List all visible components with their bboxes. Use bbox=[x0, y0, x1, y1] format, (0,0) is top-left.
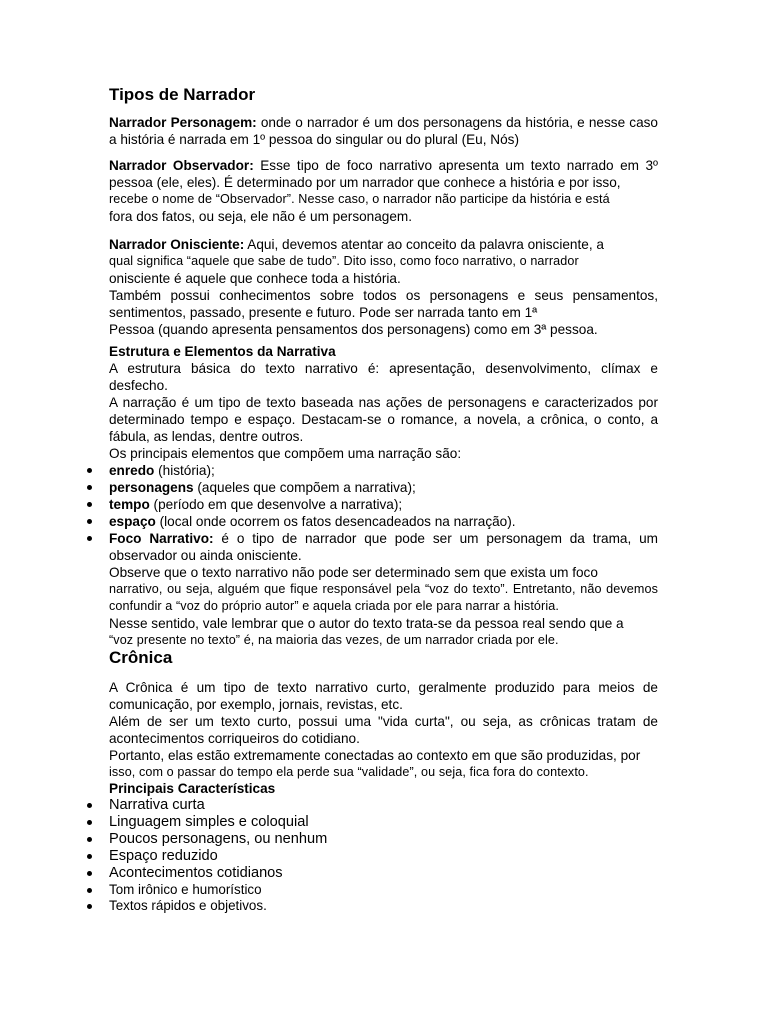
paragraph-narrador-personagem bbox=[109, 114, 658, 148]
section-cronica bbox=[109, 679, 658, 797]
list-item-personagens: personagens (aqueles que compõem a narrativa); bbox=[109, 479, 658, 496]
list-item-foco-narrativo: Foco Narrativo: é o tipo de narrador que pode ser um personagem da trama, um observador ou ainda onisciente. bbox=[109, 531, 658, 563]
text-narrador-onisciente-4: Também possui conhecimentos sobre todos os personagens e seus pensamentos, sentimentos, passado, presente e futuro. Pode ser narrada tanto em 1ª bbox=[109, 288, 658, 320]
cronica-paragraph-1: A Crônica é um tipo de texto narrativo curto, geralmente produzido para meios de comunicação, por exemplo, jornais, revistas, etc. bbox=[109, 680, 658, 712]
text-narrador-observador-3: fora dos fatos, ou seja, ele não é um personagem. bbox=[109, 209, 413, 224]
text-narrador-personagem: onde o narrador é um dos personagens da história, e nesse caso a história é narrada em 1º pessoa do singular ou do plural (Eu, Nós) bbox=[109, 115, 658, 147]
feature-item: Textos rápidos e objetivos. bbox=[109, 898, 658, 914]
heading-estrutura: Estrutura e Elementos da Narrativa bbox=[109, 344, 336, 359]
observe-paragraph-1: Observe que o texto narrativo não pode ser determinado sem que exista um foco bbox=[109, 565, 598, 580]
estrutura-paragraph-2: A narração é um tipo de texto baseada nas ações de personagens e caracterizados por determinado tempo e espaço. Destacam-se o romance, a novela, a crônica, o conto, a fábula, as lendas, dentre outros. bbox=[109, 395, 658, 444]
observe-paragraph-3: Nesse sentido, vale lembrar que o autor do texto trata-se da pessoa real sendo que a bbox=[109, 616, 624, 631]
feature-item: Narrativa curta bbox=[109, 797, 658, 814]
feature-item: Espaço reduzido bbox=[109, 848, 658, 865]
text-narrador-observador-2: recebe o nome de “Observador”. Nesse caso, o narrador não participe da história e está bbox=[109, 192, 610, 206]
text-narrador-onisciente-3: onisciente é aquele que conhece toda a história. bbox=[109, 271, 401, 286]
list-item-enredo: enredo (história); bbox=[109, 462, 658, 479]
cronica-paragraph-3: Portanto, elas estão extremamente conectadas ao contexto em que são produzidas, por bbox=[109, 748, 641, 763]
text-narrador-onisciente-2: qual significa “aquele que sabe de tudo”. Dito isso, como foco narrativo, o narrador bbox=[109, 254, 579, 268]
text-narrador-onisciente-5: Pessoa (quando apresenta pensamentos dos personagens) como em 3ª pessoa. bbox=[109, 322, 598, 337]
observe-paragraph-4: “voz presente no texto” é, na maioria das vezes, de um narrador criada por ele. bbox=[109, 633, 559, 647]
paragraph-narrador-onisciente bbox=[109, 236, 658, 338]
section-title-tipos-de-narrador: Tipos de Narrador bbox=[109, 85, 256, 104]
term-narrador-onisciente: Narrador Onisciente: bbox=[109, 237, 245, 252]
section-title-cronica: Crônica bbox=[109, 648, 173, 667]
list-item-espaco: espaço (local onde ocorrem os fatos desencadeados na narração). bbox=[109, 513, 658, 530]
elements-list bbox=[109, 462, 658, 564]
section-estrutura bbox=[109, 344, 658, 649]
list-item-tempo: tempo (período em que desenvolve a narrativa); bbox=[109, 496, 658, 513]
feature-item: Poucos personagens, ou nenhum bbox=[109, 831, 658, 848]
features-list bbox=[109, 797, 658, 914]
feature-item: Tom irônico e humorístico bbox=[109, 882, 658, 898]
feature-item: Linguagem simples e coloquial bbox=[109, 814, 658, 831]
observe-paragraph-2: narrativo, ou seja, alguém que fique responsável pela “voz do texto”. Entretanto, não devemos confundir a “voz do próprio autor” e aquela criada por ele para narrar a história. bbox=[109, 582, 658, 613]
term-narrador-personagem: Narrador Personagem: bbox=[109, 115, 257, 130]
text-narrador-observador-1: Esse tipo de foco narrativo apresenta um texto narrado em 3º pessoa (ele, eles). É determinado por um narrador que conhece a história e por isso, bbox=[109, 158, 658, 190]
text-narrador-onisciente-1: Aqui, devemos atentar ao conceito da palavra onisciente, a bbox=[244, 237, 604, 252]
estrutura-paragraph-3: Os principais elementos que compõem uma narração são: bbox=[109, 446, 462, 461]
cronica-paragraph-2: Além de ser um texto curto, possui uma "vida curta", ou seja, as crônicas tratam de acontecimentos corriqueiros do cotidiano. bbox=[109, 714, 658, 746]
feature-item: Acontecimentos cotidianos bbox=[109, 865, 658, 882]
cronica-paragraph-4: isso, com o passar do tempo ela perde sua “validade”, ou seja, fica fora do contexto. bbox=[109, 765, 589, 779]
term-narrador-observador: Narrador Observador: bbox=[109, 158, 254, 173]
estrutura-paragraph-1: A estrutura básica do texto narrativo é: apresentação, desenvolvimento, clímax e desfecho. bbox=[109, 361, 658, 393]
heading-principais-caracteristicas: Principais Características bbox=[109, 781, 276, 796]
paragraph-narrador-observador bbox=[109, 157, 658, 225]
